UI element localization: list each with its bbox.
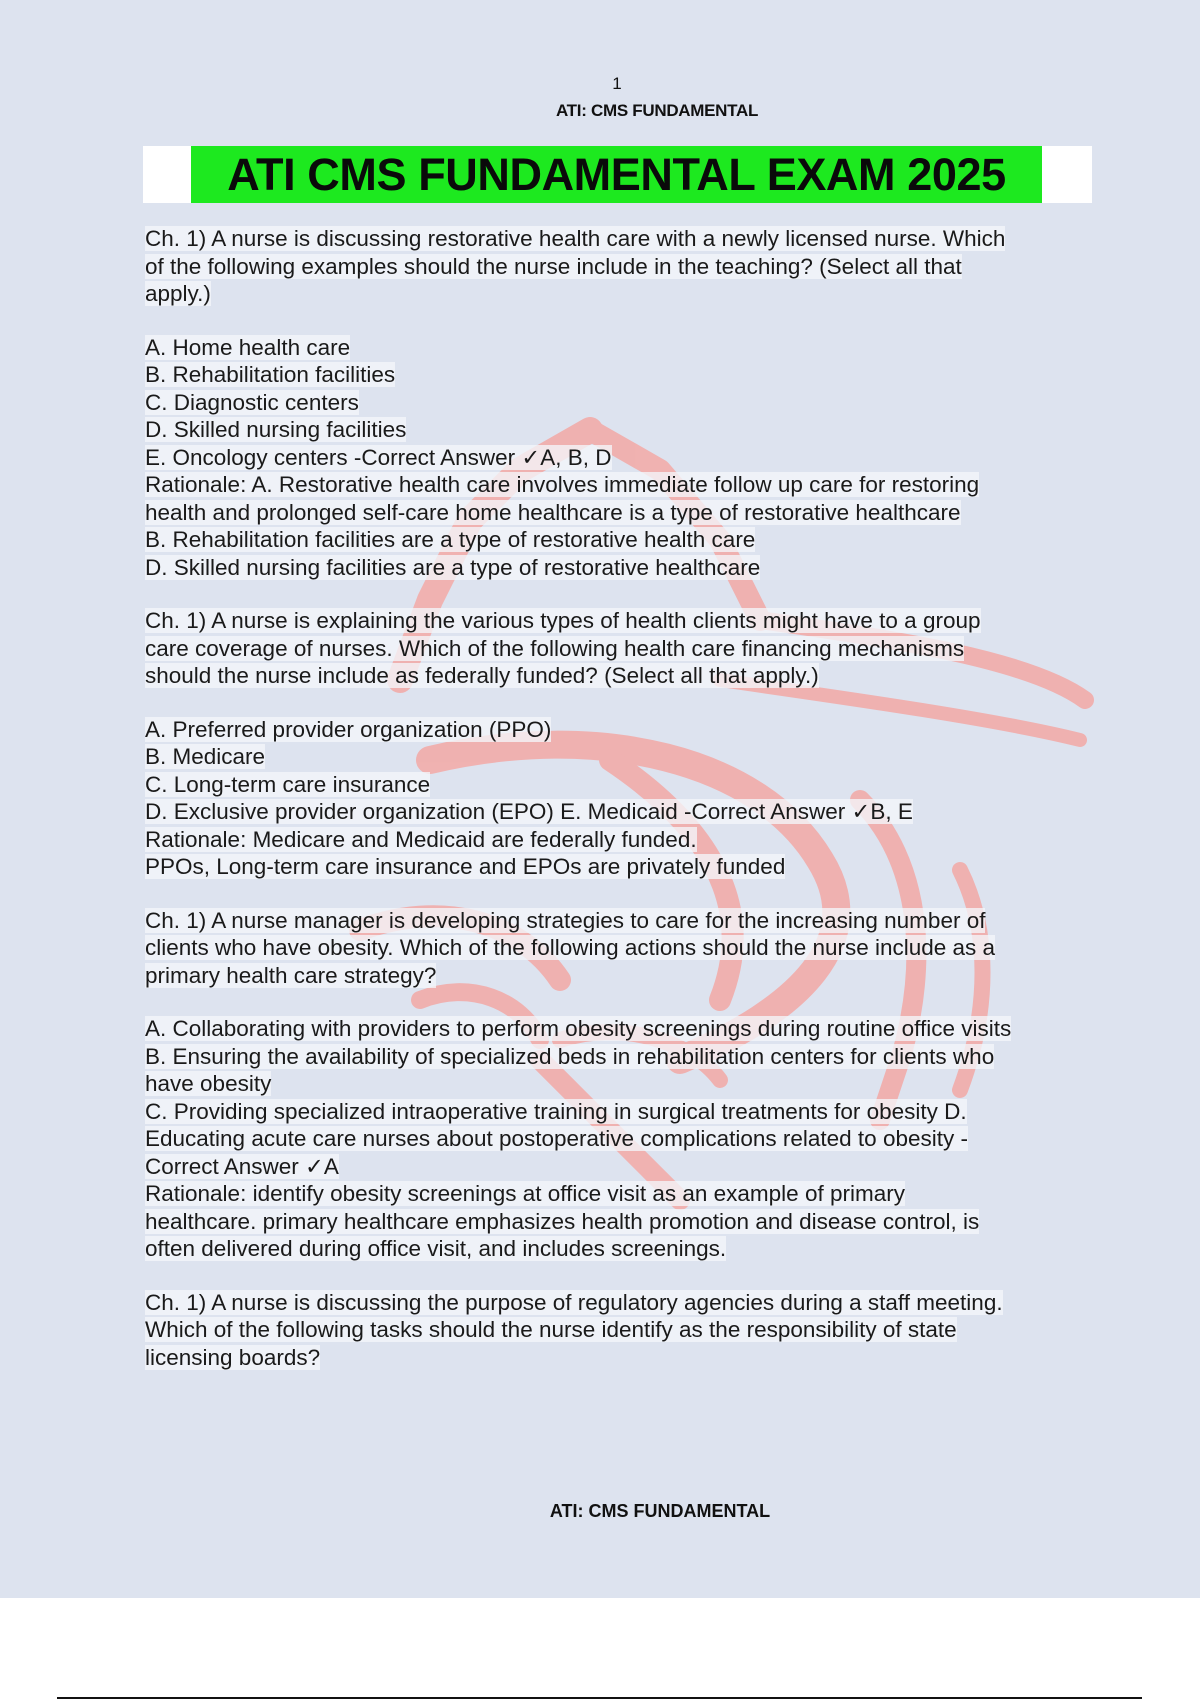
question-stem-line: Which of the following tasks should the nurse identify as the responsibility of state (145, 1317, 957, 1342)
question-stem-line: Ch. 1) A nurse is discussing the purpose of regulatory agencies during a staff meeting. (145, 1289, 1003, 1315)
document-title: ATI CMS FUNDAMENTAL EXAM 2025 (191, 146, 1042, 203)
question-stem-line: Ch. 1) A nurse is explaining the various types of health clients might have to a group (145, 608, 981, 633)
rationale-line: PPOs, Long-term care insurance and EPOs are privately funded (145, 854, 786, 879)
answer-option: B. Ensuring the availability of specialized beds in rehabilitation centers for clients who (145, 1043, 995, 1069)
question-stem-line: apply.) (145, 281, 211, 306)
rationale-line: Rationale: A. Restorative health care involves immediate follow up care for restoring (145, 472, 980, 497)
question-stem-line: Ch. 1) A nurse manager is developing strategies to care for the increasing number of (145, 907, 986, 933)
question-block (145, 907, 1080, 1263)
rationale-line: Rationale: Medicare and Medicaid are federally funded. (145, 826, 697, 852)
answer-option: B. Medicare (145, 744, 266, 769)
running-header: ATI: CMS FUNDAMENTAL (555, 101, 759, 120)
answer-option: E. Oncology centers -Correct Answer ✓A, B, D (145, 444, 612, 470)
question-stem-line: primary health care strategy? (145, 962, 437, 988)
question-block (145, 1289, 1080, 1372)
answer-option: have obesity (145, 1071, 272, 1096)
answer-option: C. Diagnostic centers (145, 389, 359, 415)
question-stem-line: of the following examples should the nurse include in the teaching? (Select all that (145, 253, 962, 279)
answer-option: D. Skilled nursing facilities (145, 417, 407, 442)
page-number: 1 (612, 74, 622, 93)
question-stem-line: Ch. 1) A nurse is discussing restorative health care with a newly licensed nurse. Which (145, 226, 1006, 251)
answer-option: D. Exclusive provider organization (EPO) E. Medicaid -Correct Answer ✓B, E (145, 799, 913, 824)
answer-option: Educating acute care nurses about postoperative complications related to obesity - (145, 1126, 968, 1151)
question-block (145, 225, 1080, 581)
answer-option: Correct Answer ✓A (145, 1153, 339, 1179)
rationale-line: health and prolonged self-care home healthcare is a type of restorative healthcare (145, 499, 961, 525)
answer-option: A. Home health care (145, 334, 351, 360)
page-divider-rule (57, 1697, 1142, 1699)
rationale-line: healthcare. primary healthcare emphasizes health promotion and disease control, is (145, 1208, 980, 1234)
rationale-line: Rationale: identify obesity screenings at office visit as an example of primary (145, 1181, 905, 1206)
question-stem-line: should the nurse include as federally funded? (Select all that apply.) (145, 663, 819, 688)
question-content (145, 225, 1080, 1371)
rationale-line: D. Skilled nursing facilities are a type of restorative healthcare (145, 554, 761, 580)
question-stem-line: clients who have obesity. Which of the following actions should the nurse include as a (145, 935, 996, 960)
answer-option: A. Collaborating with providers to perform obesity screenings during routine office visits (145, 1016, 1012, 1041)
answer-option: C. Providing specialized intraoperative training in surgical treatments for obesity D. (145, 1098, 967, 1124)
rationale-line: often delivered during office visit, and includes screenings. (145, 1236, 727, 1261)
running-footer: ATI: CMS FUNDAMENTAL (549, 1501, 771, 1521)
answer-option: C. Long-term care insurance (145, 771, 431, 797)
question-block (145, 607, 1080, 881)
answer-option: B. Rehabilitation facilities (145, 362, 396, 387)
question-stem-line: care coverage of nurses. Which of the following health care financing mechanisms (145, 635, 965, 661)
answer-option: A. Preferred provider organization (PPO) (145, 716, 552, 742)
question-stem-line: licensing boards? (145, 1344, 321, 1370)
rationale-line: B. Rehabilitation facilities are a type of restorative health care (145, 527, 756, 552)
